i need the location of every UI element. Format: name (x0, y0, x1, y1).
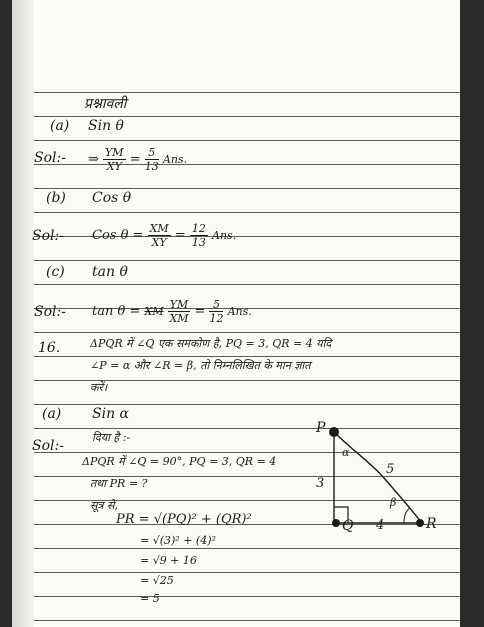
struck-out-text: XM (144, 305, 164, 318)
solution-16-line-1: ΔPQR में ∠Q = 90°, PQ = 3, QR = 4 (82, 455, 277, 468)
solution-b-lhs: Cos θ = (92, 228, 144, 243)
right-triangle-diagram (12, 0, 460, 627)
side-pr-label: 5 (386, 462, 395, 477)
question-16-line-3: करें। (90, 381, 108, 394)
implies-arrow: ⇒ (88, 152, 99, 167)
angle-alpha-label: α (342, 446, 350, 459)
solution-16-line-3: सूत्र से, (90, 499, 118, 512)
question-16-line-2: ∠P = α और ∠R = β, तो निम्नलिखित के मान ज्ञात (90, 359, 311, 372)
answer-mark: Ans. (162, 153, 188, 166)
fraction-denominator: XY (151, 236, 167, 249)
question-16-label: 16. (38, 340, 61, 356)
angle-beta-arc (404, 508, 410, 523)
notebook-page (12, 0, 460, 627)
vertex-p-dot (329, 427, 339, 437)
question-16-line-1: ΔPQR में ∠Q एक समकोण है, PQ = 3, QR = 4 यदि (90, 337, 332, 350)
fraction-denominator: XM (169, 312, 189, 325)
fraction-denominator: 12 (209, 312, 224, 325)
vertex-p-label: P (316, 420, 326, 436)
solution-a-label: Sol:- (34, 150, 66, 166)
solution-16-given: दिया है :- (92, 431, 131, 444)
answer-mark: Ans. (227, 305, 252, 318)
solution-c-label: Sol:- (34, 304, 66, 320)
question-c-label: (c) (46, 264, 65, 280)
solution-16-step-4: = √25 (140, 574, 174, 587)
equals-sign: = (194, 304, 206, 319)
solution-b-label: Sol:- (32, 228, 64, 244)
solution-16-step-5: = 5 (140, 592, 160, 605)
side-qr-label: 4 (376, 518, 385, 533)
fraction-denominator: 13 (191, 236, 206, 249)
fraction-numerator: 12 (191, 222, 206, 235)
angle-beta-label: β (390, 496, 397, 509)
question-16a-expr: Sin α (92, 406, 129, 422)
solution-16-line-2: तथा PR = ? (90, 477, 148, 490)
vertex-r-label: R (426, 516, 437, 532)
question-c-expr: tan θ (92, 264, 128, 280)
vertex-r-dot (416, 519, 424, 527)
solution-16-label: Sol:- (32, 438, 64, 454)
fraction-denominator: 13 (144, 160, 159, 173)
fraction-numerator: YM (169, 298, 189, 311)
solution-16-step-2: = √(3)² + (4)² (140, 534, 216, 547)
fraction-numerator: XM (149, 222, 169, 235)
equals-sign: = (129, 152, 141, 167)
question-16a-label: (a) (42, 406, 62, 422)
question-b-label: (b) (46, 190, 66, 206)
question-a-label: (a) (50, 118, 70, 134)
solution-16-step-3: = √9 + 16 (140, 554, 197, 567)
fraction-numerator: 5 (209, 298, 223, 312)
fraction-numerator: 5 (145, 146, 159, 160)
exercise-heading: प्रश्नावली (84, 96, 127, 112)
fraction-numerator: YM (105, 146, 124, 159)
solution-16-step-1: PR = √(PQ)² + (QR)² (116, 512, 252, 527)
answer-mark: Ans. (212, 229, 237, 242)
question-a-expr: Sin θ (88, 118, 124, 134)
equals-sign: = (174, 228, 186, 243)
vertex-q-dot (332, 519, 340, 527)
question-b-expr: Cos θ (92, 190, 132, 206)
side-pq-label: 3 (316, 476, 325, 491)
vertex-q-label: Q (342, 518, 354, 534)
solution-c-lhs: tan θ = (92, 304, 141, 319)
fraction-denominator: XY (106, 160, 122, 173)
